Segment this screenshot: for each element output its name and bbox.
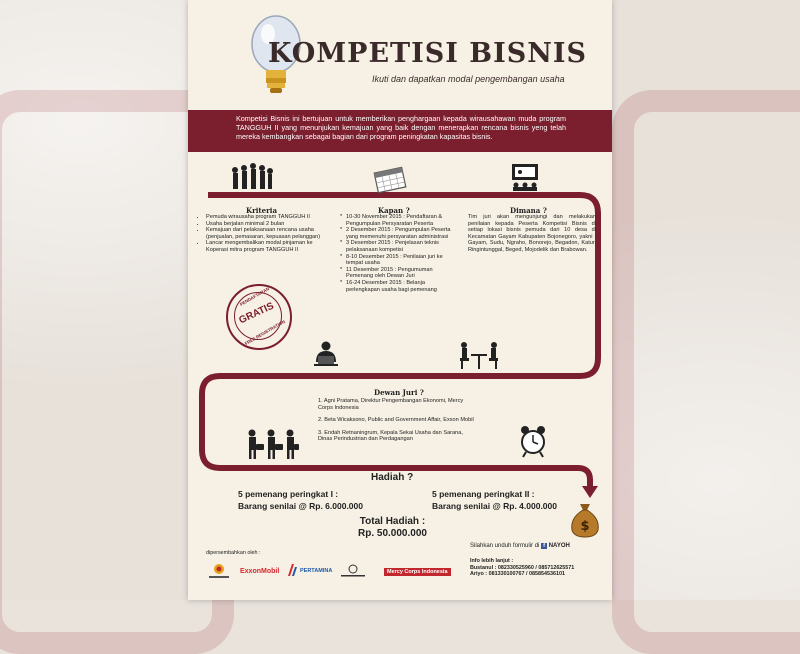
list-item: * 2 Desember 2015 : Pengumpulan Peserta yang memenuhi persyaratan administrasi (346, 227, 458, 240)
sponsor-logo-icon (206, 562, 232, 580)
list-item: • Usaha berjalan minimal 2 bulan (206, 221, 326, 228)
list-item: 3. Endah Retnaningrum, Kepala Sekai Usaha dan Sarana, Dinas Perindustrian dan Perdagangan (318, 429, 463, 443)
kapan-heading: Kapan ? (378, 206, 410, 215)
dimana-text: Tim juri akan mengunjungi dan melakukan penilaian kepada Peserta Kompetisi Bisnis di setiap lokasi bisnis pemuda dari 10 desa di Kecamatan Gayam Kabupaten Bojonegoro, yakni : Gayam, Sudu, Ngraho, Bonorejo, Begadon, Katur, Ringintunggal, Beged, Mojodelik dan Brabowan. (468, 214, 596, 253)
presentation-icon (510, 162, 540, 192)
list-item: • Pemuda wirausaha program TANGGUH II (206, 214, 326, 221)
background-shape-right (612, 90, 800, 654)
prize-second: 5 pemenang peringkat II : Barang senilai @ Rp. 4.000.000 (432, 489, 557, 511)
total-prize: Total Hadiah : Rp. 50.000.000 (358, 516, 427, 539)
svg-text:$: $ (580, 519, 590, 534)
sponsor-mercy-corps: Mercy Corps Indonesia (384, 568, 451, 576)
list-item: • Lancar mengembalikan modal pinjaman ke Koperasi mitra program TANGGUH II (206, 240, 326, 253)
contact-row: Ariyo : 081330100767 / 085854536101 (470, 571, 566, 578)
facebook-icon: f (541, 543, 547, 549)
list-item: * 3 Desember 2015 : Penjelasan teknis pelaksanaan kompetisi (346, 240, 458, 253)
stamp-main-text: GRATIS (237, 300, 276, 327)
laptop-user-icon (312, 340, 340, 368)
stamp-top-text: PENDAFTARAN (238, 286, 271, 307)
dewan-juri-heading: Dewan Juri ? (374, 388, 424, 397)
list-item: * 10-30 November 2015 : Pendaftaran & Pengumpulan Persyaratan Peserta (346, 214, 458, 227)
money-bag-icon (568, 500, 602, 538)
list-item: * 11 Desember 2015 : Pengumuman Pemenang oleh Dewan Juri (346, 267, 458, 280)
calendar-icon (372, 166, 408, 194)
kapan-list (338, 214, 458, 293)
dewan-juri-list (318, 398, 478, 443)
presented-by: dipersembahkan oleh : (206, 550, 261, 556)
judges-icon (244, 428, 300, 460)
list-item: 1. Agni Pratama, Direktur Pengembangan Ekonomi, Mercy Corps Indonesia (318, 398, 464, 411)
list-item: 2. Beta Wicaksono, Public and Government Affair, Exxon Mobil (318, 417, 474, 424)
contact-info: Info lebih lanjut : Bustanul : 082330525960 / 085712625571 Ariyo : 081330100767 / 085854536101 (470, 558, 575, 578)
alarm-clock-icon (518, 424, 548, 458)
free-registration-stamp (226, 284, 292, 350)
partner-logo-icon (338, 564, 368, 578)
crowd-icon (230, 162, 274, 192)
prize-first: 5 pemenang peringkat I : Barang senilai @ Rp. 6.000.000 (238, 489, 363, 511)
poster (188, 0, 612, 600)
page-title: KOMPETISI BISNIS (268, 38, 588, 69)
page-subtitle: Ikuti dan dapatkan modal pengembangan usaha (372, 74, 565, 84)
pertamina-logo-icon (288, 564, 298, 576)
nayoh-link[interactable]: f NAYOH (541, 543, 570, 549)
stamp-bottom-text: FREE REGISTRATION (243, 318, 286, 347)
download-form: Silahkan unduh formulir di f NAYOH (470, 543, 570, 549)
sponsor-exxonmobil: ExxonMobil (240, 568, 280, 575)
contact-row: Bustanul : 082330525960 / 085712625571 (470, 564, 575, 571)
kriteria-list (198, 214, 326, 254)
list-item: • Kemajuan dari pelaksanaan rencana usaha (penjualan, pemasaran, kepuasan pelanggan) (206, 227, 326, 240)
sponsor-pertamina: PERTAMINA (300, 568, 333, 574)
kriteria-heading: Kriteria (246, 206, 278, 215)
intro-text: Kompetisi Bisnis ini bertujuan untuk memberikan penghargaan kepada wirausahawan muda program TANGGUH II yang menunjukan kemajuan yang baik dengan menerapkan rencana bisnis yeng telah mereka kembangkan sebagai bagian dari program peningkatan kapasitas bisnis. (236, 114, 566, 141)
dimana-heading: Dimana ? (510, 206, 547, 215)
list-item: * 16-24 Desember 2015 : Belanja perlengkapan usaha bagi pemenang (346, 280, 458, 293)
list-item: * 8-10 Desember 2015 : Penilaian juri ke tempat usaha (346, 254, 458, 267)
hadiah-heading: Hadiah ? (371, 472, 414, 483)
meeting-icon (458, 340, 500, 370)
